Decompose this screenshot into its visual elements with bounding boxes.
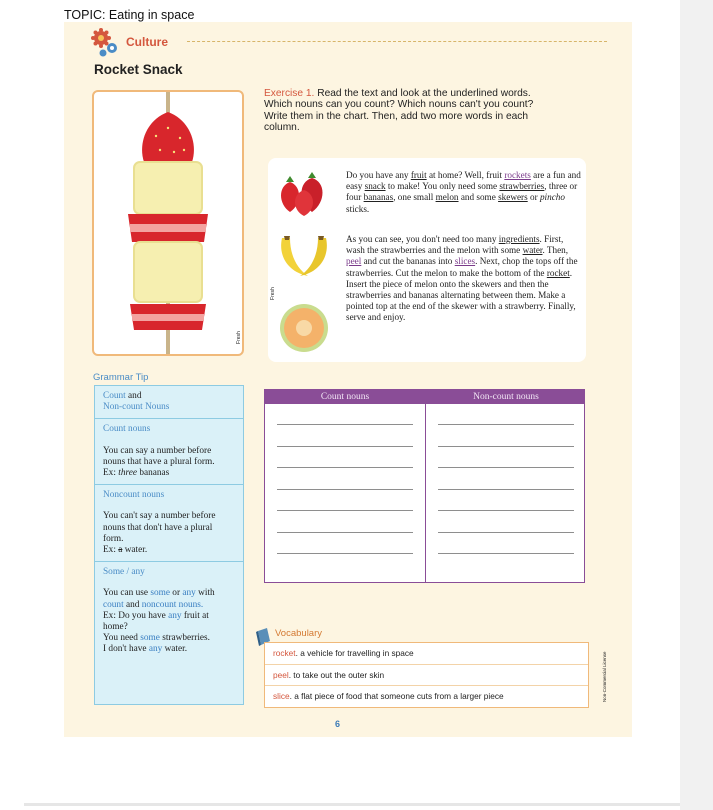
reading-word: rockets <box>504 170 531 180</box>
reading-paragraph-1 <box>346 170 582 215</box>
some-any-example-3: I don't have any water. <box>103 644 188 655</box>
reading-word: rocket <box>546 267 570 278</box>
reading-word: Do you have any <box>346 170 411 180</box>
reading-word: strawberries <box>499 181 545 192</box>
chart-blank-line[interactable] <box>277 424 413 425</box>
some-any-heading: Some / any <box>103 567 145 578</box>
reading-word: , three or four <box>346 181 578 203</box>
chart-header-count: Count nouns <box>320 392 370 402</box>
chart-blank-line[interactable] <box>438 424 574 425</box>
reading-word: ingredients <box>498 234 540 244</box>
reading-word: snack <box>364 181 386 192</box>
reading-paragraph-2 <box>346 234 582 324</box>
noncount-nouns-heading: Noncount nouns <box>103 490 165 501</box>
chart-header-noncount: Non-count nouns <box>473 392 539 402</box>
count-nouns-heading: Count nouns <box>103 424 151 435</box>
reading-word: or <box>527 192 540 203</box>
reading-word: . Insert the piece of melon onto the skewers and then the strawberries and bananas alternating between them. Make a pointed top at the end of the skewer with a strawberry. Finally, serve and enjoy. <box>346 267 576 323</box>
reading-word: slices <box>454 256 476 267</box>
viewer-gutter <box>680 0 713 810</box>
chart-blank-line[interactable] <box>277 510 413 511</box>
grammar-some-any-section <box>95 562 243 660</box>
reading-word: to make! You only need some <box>385 181 500 192</box>
reading-word: peel <box>346 256 362 267</box>
fruit-skewer-illustration <box>94 92 242 354</box>
reading-word: and cut the bananas into <box>361 256 455 267</box>
reading-word: fruit <box>410 170 427 180</box>
chart-blank-line[interactable] <box>438 489 574 490</box>
grammar-title <box>95 386 243 419</box>
chart-blank-line[interactable] <box>277 489 413 490</box>
license-label: Non-Commercial License <box>602 651 607 702</box>
noun-chart <box>264 389 585 583</box>
gear-flower-icon <box>90 28 120 58</box>
grammar-tip-heading: Grammar Tip <box>93 372 149 383</box>
reading-word: pincho <box>539 192 565 203</box>
chart-column-divider <box>425 390 426 582</box>
vocabulary-box <box>264 642 589 708</box>
page-number: 6 <box>335 719 341 729</box>
vocab-item: peel. to take out the outer skin <box>265 665 588 687</box>
grammar-tip-box <box>94 385 244 705</box>
chart-blank-line[interactable] <box>277 467 413 468</box>
reading-word: melon <box>435 192 459 203</box>
reading-word: . Then, <box>542 245 569 256</box>
fruit-rocket-photo <box>92 90 244 356</box>
noncount-nouns-rule: You can't say a number before nouns that don't have a plural form. <box>103 511 216 544</box>
reading-word: As you can see, you don't need too many <box>346 234 499 244</box>
reading-word: at home? Well, fruit <box>426 170 505 180</box>
reading-card <box>268 158 586 362</box>
photo-credit-label: Fresh <box>236 331 242 344</box>
grammar-count-section <box>95 419 243 485</box>
some-any-rule: You can use some or any with count and noncount nouns. <box>103 588 215 610</box>
count-nouns-example: Ex: three bananas <box>103 468 170 479</box>
strawberries-icon <box>276 172 334 218</box>
reading-word: skewers <box>498 192 528 203</box>
chart-blank-line[interactable] <box>277 532 413 533</box>
chart-blank-line[interactable] <box>438 467 574 468</box>
topic-heading: TOPIC: Eating in space <box>64 8 195 22</box>
image-credit-label: Fresh <box>270 287 276 300</box>
chart-blank-line[interactable] <box>438 553 574 554</box>
reading-word: . Next, chop the tops off the strawberries. Cut the melon to make the bottom of the <box>346 256 578 278</box>
exercise-text: Read the text and look at the underlined words. Which nouns can you count? Which nouns can't you count? Write them in the chart. Then, add two more words in each column. <box>264 88 534 134</box>
reading-word: sticks. <box>346 203 370 214</box>
reading-word: bananas <box>363 192 394 203</box>
some-any-example-2: You need some strawberries. <box>103 633 210 644</box>
grammar-title-and: and <box>125 391 142 401</box>
chart-blank-line[interactable] <box>438 446 574 447</box>
count-nouns-rule: You can say a number before nouns that have a plural form. <box>103 445 215 467</box>
page-bottom-edge <box>24 803 680 806</box>
grammar-title-count: Count <box>103 391 126 401</box>
grammar-noncount-section <box>95 485 243 562</box>
grammar-title-noncount: Non-count Nouns <box>103 402 170 413</box>
some-any-example-1: Ex: Do you have any fruit at home? <box>103 610 209 633</box>
reading-word: . First, wash the strawberries and the melon with some <box>346 234 564 256</box>
chart-blank-line[interactable] <box>438 510 574 511</box>
exercise-instructions <box>264 88 554 134</box>
reading-word: , one small <box>393 192 436 203</box>
vocab-item: slice. a flat piece of food that someone cuts from a larger piece <box>273 691 504 701</box>
reading-word: and some <box>458 192 499 203</box>
noncount-nouns-example: Ex: a water. <box>103 545 148 556</box>
chart-blank-line[interactable] <box>277 446 413 447</box>
section-label: Culture <box>126 35 168 49</box>
chart-blank-line[interactable] <box>277 553 413 554</box>
bananas-icon <box>274 232 334 280</box>
page-title: Rocket Snack <box>94 62 183 77</box>
melon-icon <box>278 302 330 354</box>
reading-word: are a fun and easy <box>346 170 581 192</box>
vocabulary-heading: Vocabulary <box>275 628 323 639</box>
chart-blank-line[interactable] <box>438 532 574 533</box>
vocab-item: rocket. a vehicle for travelling in space <box>265 643 588 665</box>
reading-word: water <box>522 245 543 256</box>
exercise-number: Exercise 1. <box>264 88 315 99</box>
worksheet-page <box>64 22 632 737</box>
section-divider <box>187 41 607 42</box>
